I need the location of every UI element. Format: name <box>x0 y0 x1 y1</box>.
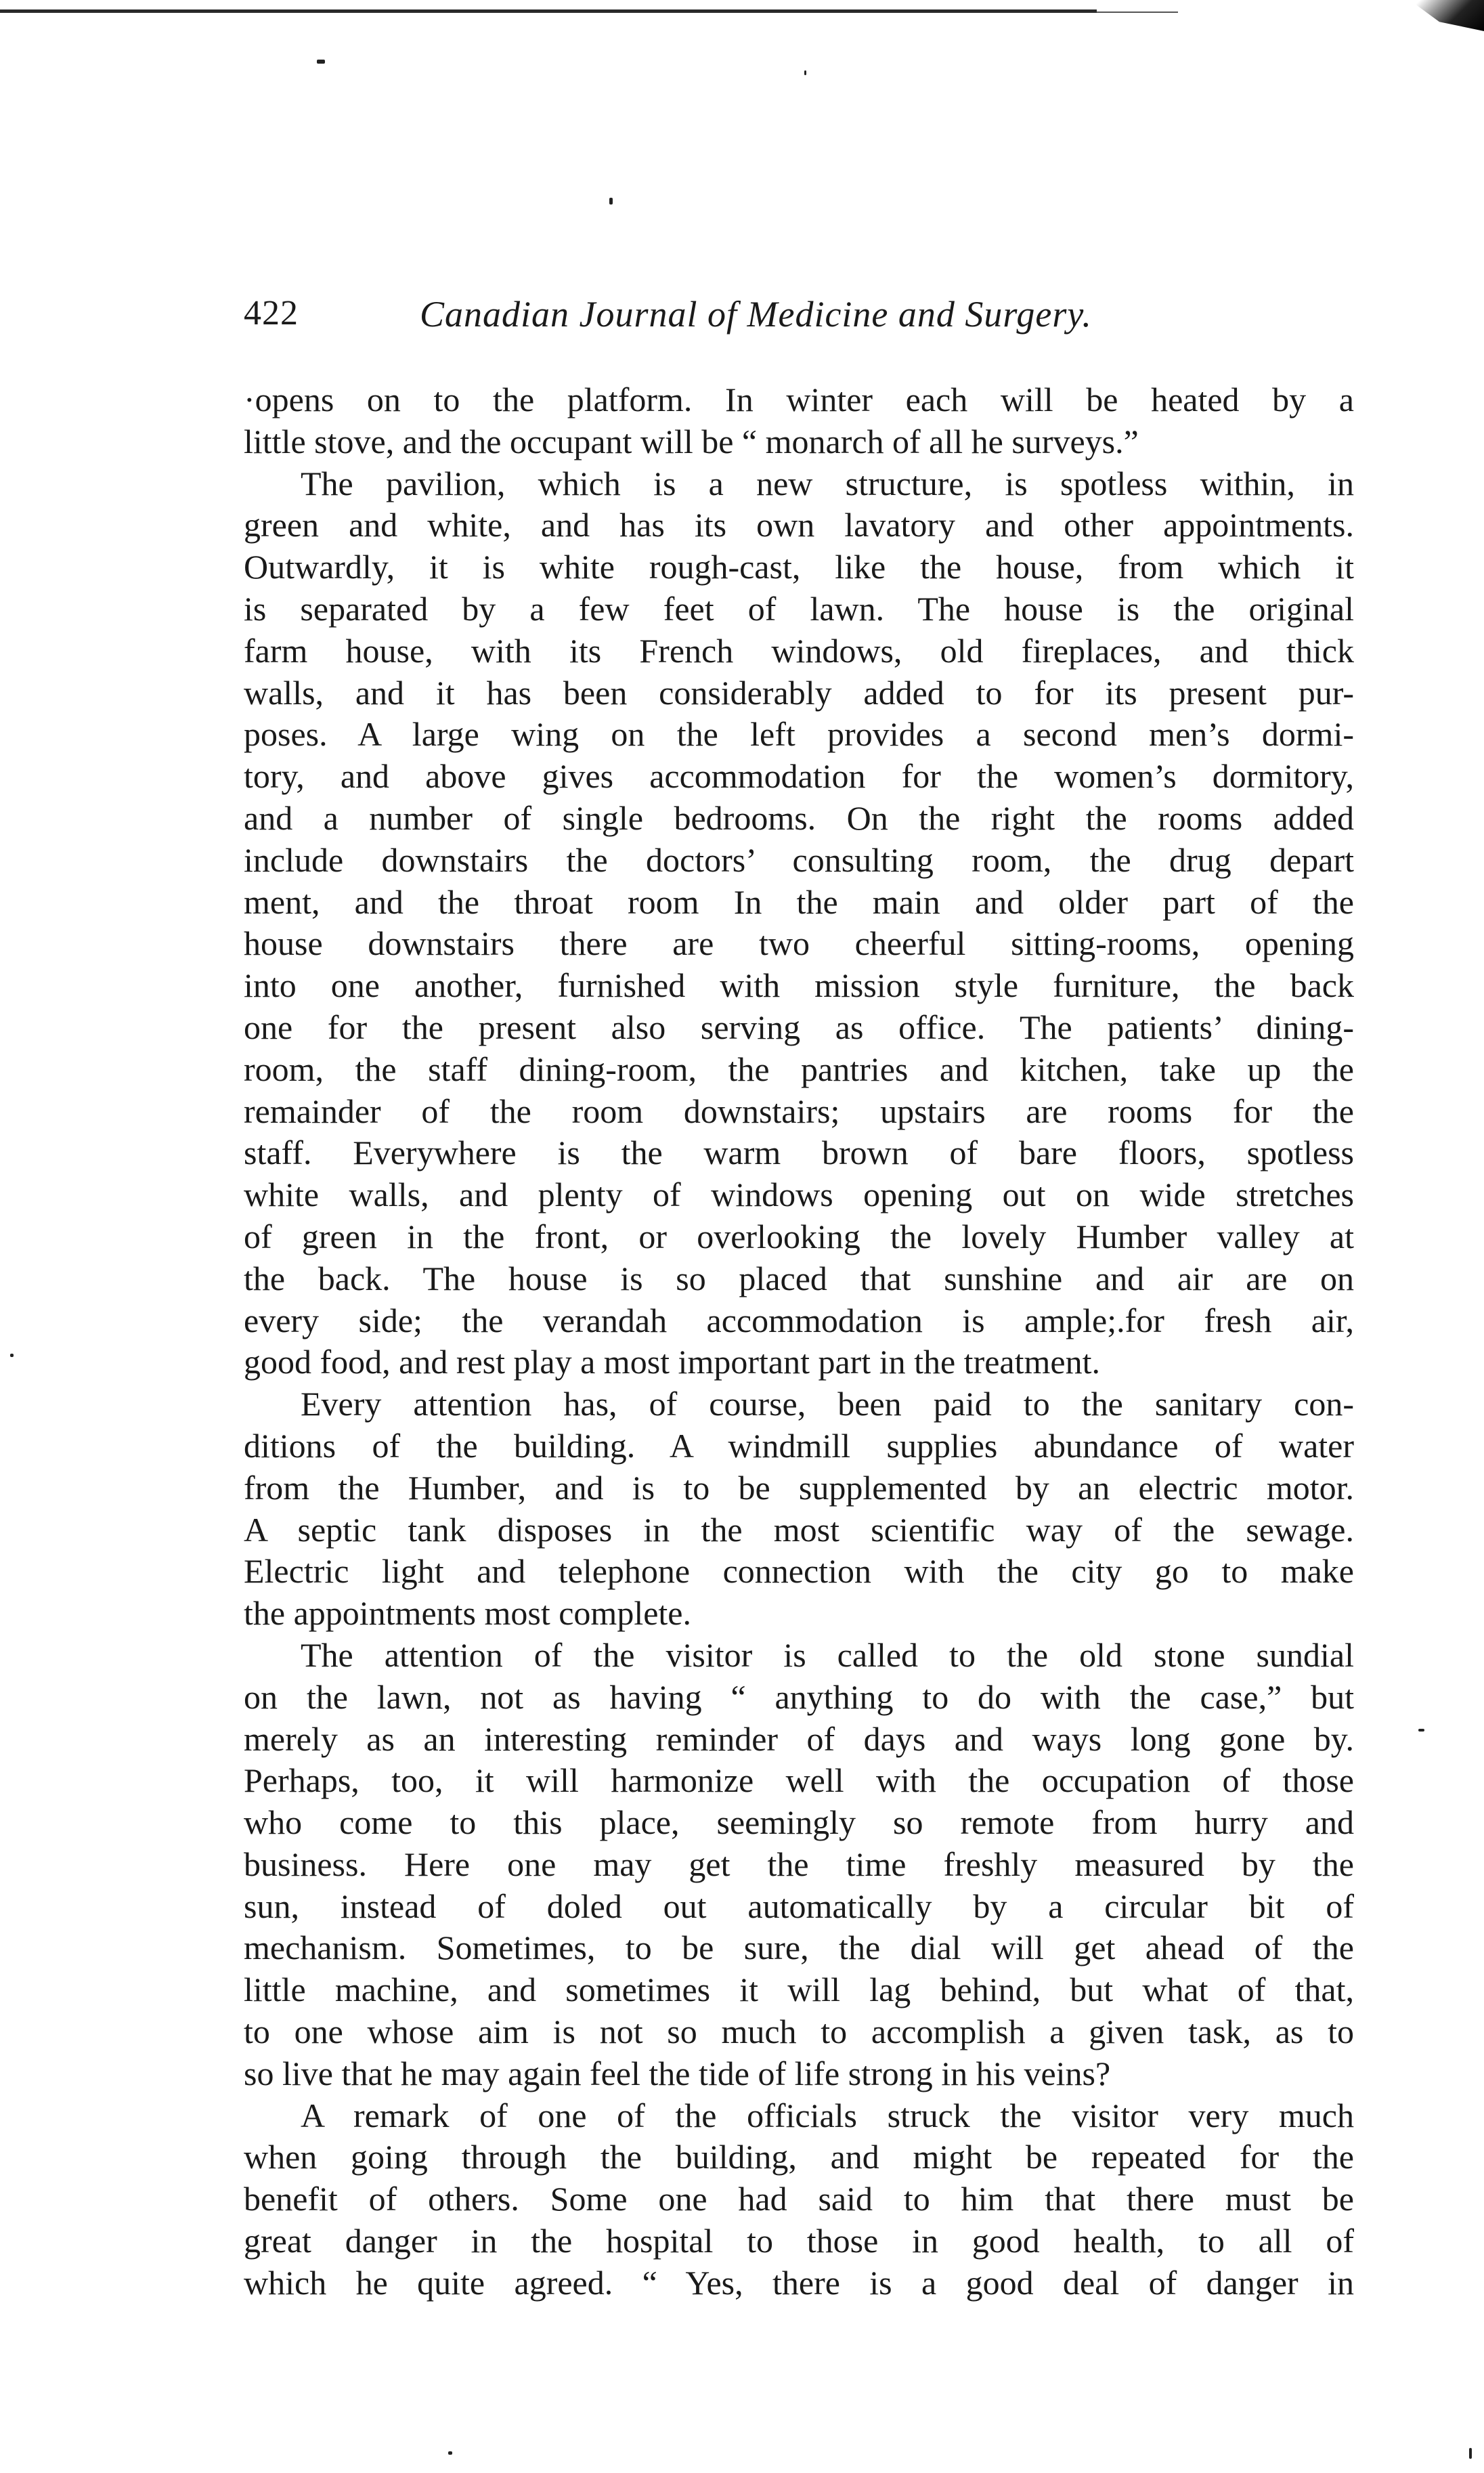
text-line <box>244 546 1354 588</box>
text-line <box>244 1467 1354 1509</box>
text-line-content: ditions of the building. A windmill supplies abundance of water <box>244 1426 1354 1465</box>
scan-speck <box>10 1354 14 1357</box>
text-line-content: white walls, and plenty of windows opening out on wide stretches <box>244 1176 1354 1214</box>
text-line-content: house downstairs there are two cheerful sitting-rooms, opening <box>244 924 1354 963</box>
scan-speck <box>1469 2448 1472 2459</box>
text-line-content: the back. The house is so placed that sunshine and air are on <box>244 1259 1354 1297</box>
scan-speck <box>317 60 325 64</box>
text-line-content: remainder of the room downstairs; upstairs are rooms for the <box>244 1092 1354 1130</box>
scan-speck <box>804 70 806 75</box>
text-line <box>244 840 1354 882</box>
text-line-content: which he quite agreed. “ Yes, there is a good deal of danger in <box>244 2263 1354 2302</box>
text-line-content: into one another, furnished with mission style furniture, the back <box>244 966 1354 1005</box>
text-line <box>244 1049 1354 1091</box>
text-line <box>244 756 1354 798</box>
text-line-content: ment, and the throat room In the main and older part of the <box>244 882 1354 921</box>
text-line-content: ·opens on to the platform. In winter each will be heated by a <box>244 381 1354 418</box>
top-border-rule-tail <box>1097 12 1178 13</box>
text-line <box>244 1593 1354 1635</box>
text-line <box>244 1927 1354 1969</box>
text-line-content: of green in the front, or overlooking the lovely Humber valley at <box>244 1217 1354 1255</box>
text-line <box>244 1509 1354 1551</box>
text-line-content: good food, and rest play a most important part in the treatment. <box>244 1343 1100 1381</box>
body-text <box>244 379 1354 2304</box>
text-line <box>244 463 1354 505</box>
scan-speck <box>609 198 613 205</box>
text-line <box>244 1760 1354 1802</box>
text-line <box>244 1969 1354 2011</box>
text-line-content: one for the present also serving as office. The patients’ dining- <box>244 1008 1354 1046</box>
text-line <box>244 421 1354 463</box>
text-line-content: Outwardly, it is white rough-cast, like the house, from which it <box>244 548 1354 586</box>
text-line-content: from the Humber, and is to be supplemented by an electric motor. <box>244 1468 1354 1507</box>
text-line-content: room, the staff dining-room, the pantries and kitchen, take up the <box>244 1050 1354 1088</box>
text-line <box>244 1551 1354 1593</box>
text-line-content: little machine, and sometimes it will lag behind, but what of that, <box>244 1971 1354 2009</box>
text-line-content: business. Here one may get the time freshly measured by the <box>244 1845 1354 1883</box>
text-line <box>244 630 1354 672</box>
text-line <box>244 1383 1354 1425</box>
text-line <box>244 2178 1354 2220</box>
text-line <box>244 1091 1354 1133</box>
text-line <box>244 2095 1354 2137</box>
text-line <box>244 1007 1354 1049</box>
text-line-content: to one whose aim is not so much to accomplish a given task, as to <box>244 2013 1354 2051</box>
text-line-content: is separated by a few feet of lawn. The house is the original <box>244 589 1354 628</box>
text-line-content: Perhaps, too, it will harmonize well with the occupation of those <box>244 1761 1354 1800</box>
page-number: 422 <box>244 294 299 332</box>
scan-corner-smudge <box>1410 0 1484 31</box>
text-line <box>244 1844 1354 1886</box>
text-line-content: little stove, and the occupant will be “ monarch of all he surveys.” <box>244 422 1139 460</box>
text-line-content: benefit of others. Some one had said to him that there must be <box>244 2180 1354 2218</box>
text-line <box>244 1425 1354 1467</box>
text-line-content: every side; the verandah accommodation is ample;.for fresh air, <box>244 1301 1354 1339</box>
text-line-content: so live that he may again feel the tide of life strong in his veins? <box>244 2054 1111 2092</box>
top-border-rule <box>0 9 1097 13</box>
text-line-content: Electric light and telephone connection with the city go to make <box>244 1552 1354 1591</box>
text-line <box>244 1802 1354 1844</box>
journal-title: Canadian Journal of Medicine and Surgery. <box>420 294 1092 335</box>
text-line-content: farm house, with its French windows, old fireplaces, and thick <box>244 631 1354 670</box>
text-line-content: who come to this place, seemingly so remote from hurry and <box>244 1803 1354 1842</box>
text-line-content: when going through the building, and might be repeated for the <box>244 2138 1354 2176</box>
text-line-content: The pavilion, which is a new structure, is spotless within, in <box>301 464 1354 502</box>
text-line <box>244 1886 1354 1928</box>
text-line-content: A septic tank disposes in the most scientific way of the sewage. <box>244 1510 1354 1549</box>
text-line <box>244 1216 1354 1258</box>
text-line-content: staff. Everywhere is the warm brown of bare floors, spotless <box>244 1134 1354 1172</box>
text-line-content: tory, and above gives accommodation for the women’s dormitory, <box>244 757 1354 796</box>
text-line <box>244 1677 1354 1719</box>
text-line <box>244 2220 1354 2262</box>
text-line-content: A remark of one of the officials struck the visitor very much <box>301 2096 1354 2134</box>
text-line <box>244 504 1354 546</box>
text-line-content: the appointments most complete. <box>244 1594 691 1633</box>
text-line-content: and a number of single bedrooms. On the right the rooms added <box>244 798 1354 837</box>
text-line-content: Every attention has, of course, been paid to the sanitary con- <box>301 1385 1354 1423</box>
text-line <box>244 1132 1354 1174</box>
text-line <box>244 1300 1354 1342</box>
running-head <box>0 288 1484 342</box>
text-line-content: green and white, and has its own lavatory and other appointments. <box>244 506 1354 544</box>
scan-speck <box>448 2451 452 2455</box>
text-line-content: sun, instead of doled out automatically by a circular bit of <box>244 1887 1354 1925</box>
text-line <box>244 1719 1354 1761</box>
text-line <box>244 588 1354 630</box>
text-line <box>244 1258 1354 1300</box>
text-line-content: on the lawn, not as having “ anything to do with the case,” but <box>244 1677 1354 1716</box>
text-line <box>244 798 1354 840</box>
text-line <box>244 379 1354 421</box>
text-line-content: The attention of the visitor is called to the old stone sundial <box>301 1635 1354 1674</box>
text-line-content: great danger in the hospital to those in good health, to all of <box>244 2222 1354 2260</box>
text-line <box>244 672 1354 714</box>
text-line-content: merely as an interesting reminder of days and ways long gone by. <box>244 1719 1354 1758</box>
text-line <box>244 1174 1354 1216</box>
text-line-content: include downstairs the doctors’ consulting room, the drug depart <box>244 840 1354 879</box>
text-line <box>244 1341 1354 1383</box>
text-line <box>244 2011 1354 2053</box>
text-line <box>244 1635 1354 1677</box>
text-line <box>244 923 1354 965</box>
text-line <box>244 714 1354 756</box>
text-line-content: poses. A large wing on the left provides a second men’s dormi- <box>244 715 1354 754</box>
text-line <box>244 2136 1354 2178</box>
text-line <box>244 2262 1354 2304</box>
text-line-content: mechanism. Sometimes, to be sure, the dial will get ahead of the <box>244 1929 1354 1967</box>
text-line <box>244 2053 1354 2095</box>
text-line <box>244 965 1354 1007</box>
scan-speck <box>1418 1729 1424 1732</box>
text-line-content: walls, and it has been considerably added to for its present pur- <box>244 673 1354 712</box>
text-line <box>244 882 1354 924</box>
